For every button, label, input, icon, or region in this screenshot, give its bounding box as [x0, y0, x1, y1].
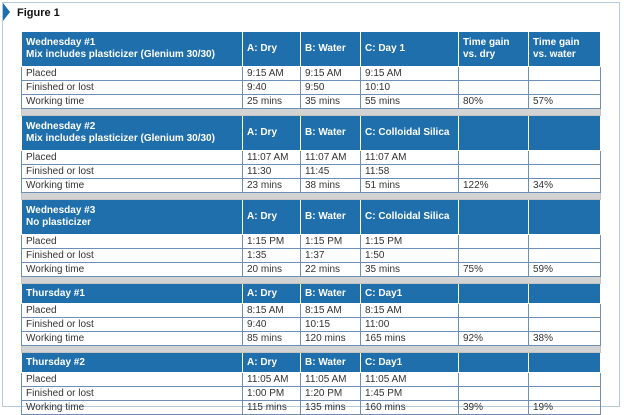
column-header: A: Dry: [243, 284, 301, 304]
table-cell: 11:05 AM: [361, 373, 459, 387]
table-cell: 55 mins: [361, 95, 459, 109]
table-cell: 59%: [529, 263, 601, 277]
section-title-line: Mix includes plasticizer (Glenium 30/30): [26, 133, 215, 144]
section-title: [22, 32, 243, 67]
section-header-row: [22, 32, 601, 67]
section-separator: [22, 193, 601, 200]
column-header: C: Colloidal Silica: [361, 116, 459, 151]
table-cell: [459, 304, 529, 318]
column-header: [459, 353, 529, 373]
section-title-line: Thursday #2: [26, 356, 85, 368]
table-cell: 1:35: [243, 249, 301, 263]
table-row: [22, 179, 601, 193]
table-row: [22, 165, 601, 179]
table-cell: [459, 165, 529, 179]
table-cell: [459, 387, 529, 401]
table-cell: 115 mins: [243, 401, 301, 415]
table-cell: 25 mins: [243, 95, 301, 109]
table-cell: 11:07 AM: [243, 151, 301, 165]
column-header: C: Day1: [361, 353, 459, 373]
table-cell: [529, 235, 601, 249]
table-cell: 38%: [529, 332, 601, 346]
table-cell: 11:07 AM: [301, 151, 361, 165]
section-header-row: [22, 200, 601, 235]
section-title: [22, 284, 243, 304]
table-cell: 19%: [529, 401, 601, 415]
section-title: [22, 200, 243, 235]
table-cell: 11:30: [243, 165, 301, 179]
table-row: [22, 401, 601, 415]
table-cell: 20 mins: [243, 263, 301, 277]
column-header: C: Day1: [361, 284, 459, 304]
table-cell: 160 mins: [361, 401, 459, 415]
table-row: [22, 387, 601, 401]
section-header-row: [22, 353, 601, 373]
table-cell: 11:58: [361, 165, 459, 179]
table-cell: 11:05 AM: [243, 373, 301, 387]
column-header: [529, 284, 601, 304]
table-cell: 35 mins: [361, 263, 459, 277]
table-cell: [459, 373, 529, 387]
table-cell: 120 mins: [301, 332, 361, 346]
row-label: Finished or lost: [22, 81, 243, 95]
table-cell: 165 mins: [361, 332, 459, 346]
table-cell: 8:15 AM: [243, 304, 301, 318]
table-cell: [529, 249, 601, 263]
table-cell: [459, 318, 529, 332]
table-cell: [529, 151, 601, 165]
section-header-row: [22, 116, 601, 151]
row-label: Placed: [22, 373, 243, 387]
section-title: [22, 353, 243, 373]
table-row: [22, 304, 601, 318]
table-cell: 1:15 PM: [361, 235, 459, 249]
table-row: [22, 263, 601, 277]
table-row: [22, 332, 601, 346]
table-cell: [529, 387, 601, 401]
table-cell: [529, 304, 601, 318]
column-header: A: Dry: [243, 116, 301, 151]
table-cell: 51 mins: [361, 179, 459, 193]
row-label: Working time: [22, 332, 243, 346]
table-cell: 10:10: [361, 81, 459, 95]
table-row: [22, 151, 601, 165]
table-cell: 75%: [459, 263, 529, 277]
row-label: Working time: [22, 401, 243, 415]
table-cell: [459, 249, 529, 263]
table-cell: [459, 151, 529, 165]
table-cell: 23 mins: [243, 179, 301, 193]
table-cell: 11:07 AM: [361, 151, 459, 165]
column-header: Time gain vs. dry: [459, 32, 529, 67]
table-cell: 9:50: [301, 81, 361, 95]
table-cell: [529, 67, 601, 81]
column-header: [459, 200, 529, 235]
table-cell: 9:15 AM: [243, 67, 301, 81]
table-cell: [459, 67, 529, 81]
table-cell: 9:15 AM: [301, 67, 361, 81]
table-cell: 92%: [459, 332, 529, 346]
table-row: [22, 235, 601, 249]
table-cell: [459, 81, 529, 95]
table-cell: 39%: [459, 401, 529, 415]
row-label: Finished or lost: [22, 165, 243, 179]
row-label: Working time: [22, 263, 243, 277]
table-cell: 8:15 AM: [301, 304, 361, 318]
column-header: Time gain vs. water: [529, 32, 601, 67]
column-header: [529, 200, 601, 235]
figure-title: Figure 1: [17, 7, 60, 19]
table-cell: 1:45 PM: [361, 387, 459, 401]
row-label: Placed: [22, 67, 243, 81]
separator-cell: [22, 109, 601, 116]
separator-cell: [22, 346, 601, 353]
row-label: Finished or lost: [22, 318, 243, 332]
column-header: A: Dry: [243, 200, 301, 235]
table-cell: 135 mins: [301, 401, 361, 415]
table-cell: [459, 235, 529, 249]
column-header: [459, 284, 529, 304]
column-header: B: Water: [301, 32, 361, 67]
section-title-line: Mix includes plasticizer (Glenium 30/30): [26, 49, 215, 60]
column-header: A: Dry: [243, 32, 301, 67]
table-cell: 1:00 PM: [243, 387, 301, 401]
table-cell: 38 mins: [301, 179, 361, 193]
column-header: [529, 353, 601, 373]
section-header-row: [22, 284, 601, 304]
table-cell: 9:15 AM: [361, 67, 459, 81]
table-cell: 11:00: [361, 318, 459, 332]
column-header: C: Day 1: [361, 32, 459, 67]
table-cell: 22 mins: [301, 263, 361, 277]
table-cell: 9:40: [243, 81, 301, 95]
table-cell: [529, 373, 601, 387]
table-cell: 80%: [459, 95, 529, 109]
table-row: [22, 95, 601, 109]
section-title-line: Wednesday #3: [26, 205, 96, 216]
section-title: [22, 116, 243, 151]
row-label: Placed: [22, 151, 243, 165]
table-cell: 1:37: [301, 249, 361, 263]
section-title-line: No plasticizer: [26, 217, 92, 228]
column-header: B: Water: [301, 116, 361, 151]
column-header: C: Colloidal Silica: [361, 200, 459, 235]
table-cell: 10:15: [301, 318, 361, 332]
section-separator: [22, 277, 601, 284]
working-time-table: [21, 31, 601, 415]
separator-cell: [22, 193, 601, 200]
section-title-line: Thursday #1: [26, 287, 85, 299]
table-row: [22, 373, 601, 387]
table-cell: 122%: [459, 179, 529, 193]
table-cell: 57%: [529, 95, 601, 109]
table-cell: 1:15 PM: [301, 235, 361, 249]
table-cell: 11:05 AM: [301, 373, 361, 387]
table-row: [22, 81, 601, 95]
table-row: [22, 318, 601, 332]
column-header: B: Water: [301, 284, 361, 304]
column-header: B: Water: [301, 353, 361, 373]
row-label: Working time: [22, 95, 243, 109]
table-cell: 1:20 PM: [301, 387, 361, 401]
table-cell: 9:40: [243, 318, 301, 332]
table-cell: [529, 165, 601, 179]
figure-marker-icon: [3, 3, 10, 21]
row-label: Finished or lost: [22, 249, 243, 263]
column-header: [459, 116, 529, 151]
row-label: Finished or lost: [22, 387, 243, 401]
section-separator: [22, 109, 601, 116]
section-separator: [22, 346, 601, 353]
table-cell: 35 mins: [301, 95, 361, 109]
column-header: A: Dry: [243, 353, 301, 373]
separator-cell: [22, 277, 601, 284]
table-cell: 34%: [529, 179, 601, 193]
section-title-line: Wednesday #1: [26, 37, 96, 48]
row-label: Placed: [22, 235, 243, 249]
table-cell: 11:45: [301, 165, 361, 179]
table-cell: 1:50: [361, 249, 459, 263]
table-row: [22, 249, 601, 263]
column-header: [529, 116, 601, 151]
table-cell: 1:15 PM: [243, 235, 301, 249]
row-label: Placed: [22, 304, 243, 318]
table-cell: [529, 81, 601, 95]
section-title-line: Wednesday #2: [26, 121, 96, 132]
row-label: Working time: [22, 179, 243, 193]
table-cell: 85 mins: [243, 332, 301, 346]
table-row: [22, 67, 601, 81]
table-cell: 8:15 AM: [361, 304, 459, 318]
column-header: B: Water: [301, 200, 361, 235]
table-cell: [529, 318, 601, 332]
